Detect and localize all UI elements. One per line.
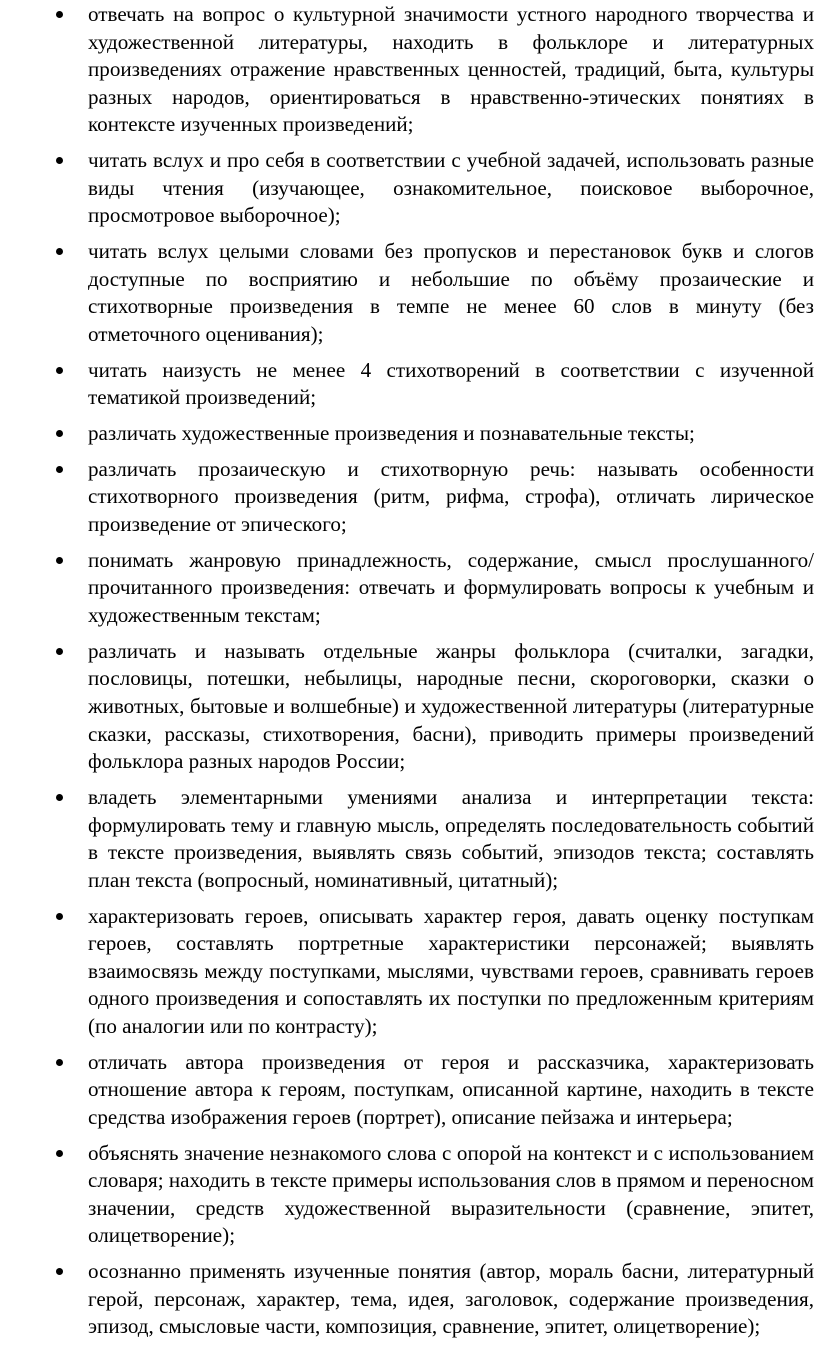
bullet-list <box>88 1 814 1349</box>
bullet-icon <box>56 557 63 564</box>
bullet-icon <box>56 11 63 18</box>
list-item <box>88 1 814 139</box>
bullet-icon <box>56 466 63 473</box>
list-item-text: владеть элементарными умениями анализа и интерпретации текста: формулировать тему и главную мысль, определять последовательность событий в тексте произведения, выявлять связь событий, эпизодов текста; составлять план текста (вопросный, номинативный, цитатный); <box>88 784 814 892</box>
bullet-icon <box>56 648 63 655</box>
bullet-icon <box>56 1059 63 1066</box>
list-item-text: различать художественные произведения и познавательные тексты; <box>88 421 695 446</box>
list-item-text: отличать автора произведения от героя и рассказчика, характеризовать отношение автора к героям, поступкам, описанной картине, находить в тексте средства изображения героев (портрет), описание пейзажа и интерьера; <box>88 1049 814 1129</box>
list-item-text: различать прозаическую и стихотворную речь: называть особенности стихотворного произведения (ритм, рифма, строфа), отличать лирическое произведение от эпического; <box>88 456 814 537</box>
list-item-text: осознанно применять изученные понятия (автор, мораль басни, литературный герой, персонаж, характер, тема, идея, заголовок, содержание произведения, эпизод, смысловые части, композиция, сравнение, эпитет, олицетворение); <box>88 1259 814 1339</box>
list-item <box>88 903 814 1041</box>
list-item <box>88 456 814 539</box>
list-item-text: различать и называть отдельные жанры фольклора (считалки, загадки, пословицы, потешки, небылицы, народные песни, скороговорки, сказки о животных, бытовые и волшебные) и художественной литературы (литературные сказки, рассказы, стихотворения, басни), приводить примеры произведений фольклора разных народов России; <box>88 638 814 774</box>
bullet-icon <box>56 1268 63 1275</box>
bullet-icon <box>56 367 63 374</box>
list-item <box>88 420 814 448</box>
list-item-text: понимать жанровую принадлежность, содержание, смысл прослушанного/прочитанного произведения: отвечать и формулировать вопросы к учебным и художественным текстам; <box>88 547 814 627</box>
list-item <box>88 1140 814 1250</box>
list-item-text: читать вслух и про себя в соответствии с учебной задачей, использовать разные виды чтения (изучающее, ознакомительное, поисковое выборочное, просмотровое выборочное); <box>88 148 814 228</box>
bullet-icon <box>56 1150 63 1157</box>
bullet-icon <box>56 248 63 255</box>
list-item <box>88 357 814 412</box>
list-item <box>88 238 814 348</box>
list-item-text: читать вслух целыми словами без пропусков и перестановок букв и слогов доступные по восприятию и небольшие по объёму прозаические и стихотворные произведения в темпе не менее 60 слов в минуту (без отметочного оценивания); <box>88 239 814 346</box>
list-item <box>88 147 814 230</box>
list-item <box>88 547 814 630</box>
list-item-text: читать наизусть не менее 4 стихотворений в соответствии с изученной тематикой произведений; <box>88 357 814 410</box>
bullet-icon <box>56 794 63 801</box>
list-item <box>88 1049 814 1132</box>
list-item-text: объяснять значение незнакомого слова с опорой на контекст и с использованием словаря; находить в тексте примеры использования слов в прямом и переносном значении, средств художественной выразительности (сравнение, эпитет, олицетворение); <box>88 1140 814 1248</box>
list-item <box>88 638 814 776</box>
list-item-text: отвечать на вопрос о культурной значимости устного народного творчества и художественной литературы, находить в фольклоре и литературных произведениях отражение нравственных ценностей, традиций, быта, культуры разных народов, ориентироваться в нравственно-этических понятиях в контексте изученных произведений; <box>88 2 814 137</box>
list-item-text: характеризовать героев, описывать характер героя, давать оценку поступкам героев, составлять портретные характеристики персонажей; выявлять взаимосвязь между поступками, мыслями, чувствами героев, сравнивать героев одного произведения и сопоставлять их поступки по предложенным критериям (по аналогии или по контрасту); <box>88 903 814 1038</box>
bullet-icon <box>56 913 63 920</box>
bullet-icon <box>56 430 63 437</box>
list-item <box>88 784 814 894</box>
list-item <box>88 1258 814 1341</box>
bullet-icon <box>56 157 63 164</box>
